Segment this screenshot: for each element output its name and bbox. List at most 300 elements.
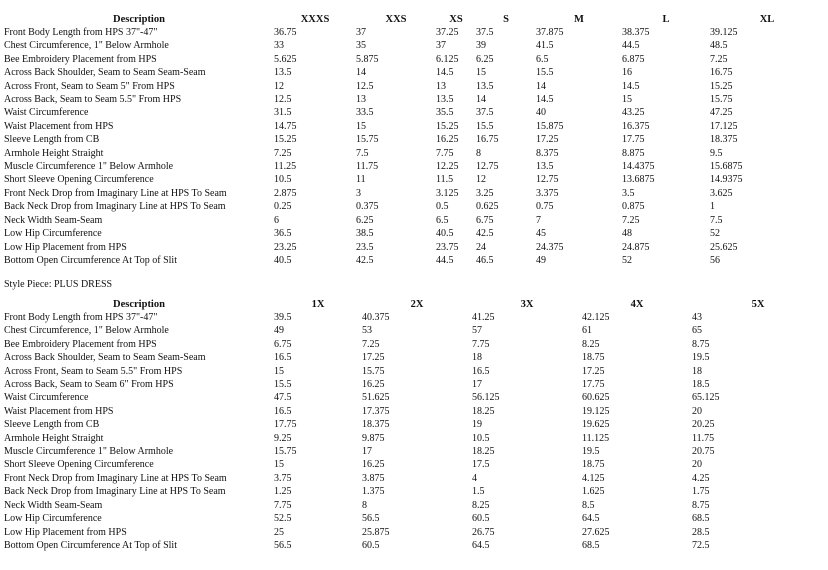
- measurement-description: Armhole Height Straight: [4, 432, 104, 444]
- size-value-m: 15.5: [536, 67, 554, 79]
- size-value-xs: 14.5: [436, 67, 454, 79]
- column-header-xs: XS: [449, 14, 463, 25]
- size-value-l: 38.375: [622, 27, 650, 38]
- size-value-5x: 65: [692, 325, 702, 337]
- size-value-m: 12.75: [536, 174, 559, 186]
- table-row: [4, 106, 824, 119]
- size-value-xxs: 3: [356, 187, 361, 199]
- table-row: [4, 80, 824, 93]
- size-value-xxxs: 0.25: [274, 201, 292, 213]
- size-value-xs: 35.5: [436, 107, 454, 119]
- table-body: [4, 26, 824, 267]
- size-value-s: 14: [476, 94, 486, 106]
- size-value-1x: 52.5: [274, 513, 292, 525]
- table-row: [4, 512, 824, 525]
- size-value-3x: 26.75: [472, 526, 495, 538]
- size-value-4x: 8.25: [582, 338, 600, 350]
- size-value-xl: 47.25: [710, 107, 733, 119]
- size-value-xxs: 35: [356, 40, 366, 52]
- size-value-2x: 17.25: [362, 352, 385, 364]
- measurement-description: Sleeve Length from CB: [4, 134, 100, 146]
- table-row: [4, 254, 824, 267]
- size-value-m: 6.5: [536, 53, 549, 65]
- size-value-5x: 11.75: [692, 432, 715, 444]
- size-value-xxxs: 5.625: [274, 53, 297, 65]
- style-piece-label: Style Piece: PLUS DRESS: [4, 279, 113, 290]
- column-header-m: M: [574, 14, 584, 25]
- size-value-s: 3.25: [476, 187, 494, 199]
- size-value-2x: 3.875: [362, 472, 385, 484]
- column-header-2x: 2X: [410, 299, 424, 310]
- measurement-description: Across Back, Seam to Seam 6" From HPS: [4, 379, 174, 391]
- size-value-l: 44.5: [622, 40, 640, 52]
- measurement-description: Front Body Length from HPS 37"-47": [4, 312, 158, 323]
- table-row: [4, 187, 824, 200]
- size-value-2x: 51.625: [362, 392, 390, 404]
- size-value-5x: 20: [692, 459, 702, 471]
- size-value-3x: 4: [472, 472, 477, 484]
- size-value-l: 14.5: [622, 80, 640, 92]
- measurement-description: Chest Circumference, 1" Below Armhole: [4, 40, 169, 52]
- table-row: [4, 214, 824, 227]
- size-value-l: 8.875: [622, 147, 645, 159]
- size-value-xxs: 15.75: [356, 134, 379, 146]
- measurement-description: Short Sleeve Opening Circumference: [4, 174, 154, 186]
- size-value-4x: 17.25: [582, 365, 605, 377]
- size-value-xl: 14.9375: [710, 174, 743, 186]
- size-value-l: 16.375: [622, 120, 650, 132]
- column-header-description: Description: [113, 14, 165, 25]
- table-row: [4, 66, 824, 79]
- table-row: [4, 160, 824, 173]
- measurement-description: Front Neck Drop from Imaginary Line at HPS To Seam: [4, 472, 227, 484]
- size-value-2x: 16.25: [362, 459, 385, 471]
- size-value-s: 37.5: [476, 27, 494, 38]
- size-value-xl: 7.5: [710, 214, 723, 226]
- size-value-1x: 25: [274, 526, 284, 538]
- measurement-description: Waist Circumference: [4, 107, 89, 119]
- size-value-xxs: 15: [356, 120, 366, 132]
- column-header-4x: 4X: [630, 299, 644, 310]
- size-value-xs: 44.5: [436, 254, 454, 266]
- table-row: [4, 378, 824, 391]
- size-value-xl: 15.25: [710, 80, 733, 92]
- size-value-xs: 15.25: [436, 120, 459, 132]
- size-value-2x: 56.5: [362, 513, 380, 525]
- size-value-1x: 7.75: [274, 499, 292, 511]
- size-value-s: 46.5: [476, 254, 494, 266]
- column-header-5x: 5X: [751, 299, 765, 310]
- size-value-3x: 19: [472, 419, 482, 431]
- measurement-description: Sleeve Length from CB: [4, 419, 100, 431]
- size-value-3x: 56.125: [472, 392, 500, 404]
- size-value-s: 12: [476, 174, 486, 186]
- size-value-xxs: 5.875: [356, 53, 379, 65]
- measurement-description: Bee Embroidery Placement from HPS: [4, 53, 157, 65]
- size-value-3x: 18.25: [472, 446, 495, 458]
- size-value-xxs: 0.375: [356, 201, 379, 213]
- size-value-5x: 20.75: [692, 446, 715, 458]
- table-row: [4, 485, 824, 498]
- table-row: [4, 418, 824, 431]
- size-value-m: 3.375: [536, 187, 559, 199]
- size-value-xl: 39.125: [710, 27, 738, 38]
- size-value-s: 16.75: [476, 134, 499, 146]
- size-value-xxs: 37: [356, 27, 366, 38]
- size-value-xl: 3.625: [710, 187, 733, 199]
- size-value-m: 13.5: [536, 161, 554, 173]
- measurement-description: Bee Embroidery Placement from HPS: [4, 338, 157, 350]
- size-value-l: 0.875: [622, 201, 645, 213]
- size-value-xl: 7.25: [710, 53, 728, 65]
- size-value-5x: 43: [692, 312, 702, 323]
- table-header-row: [4, 13, 824, 26]
- size-value-4x: 18.75: [582, 352, 605, 364]
- size-value-4x: 18.75: [582, 459, 605, 471]
- size-value-s: 39: [476, 40, 486, 52]
- measurement-description: Armhole Height Straight: [4, 147, 104, 159]
- size-value-xxxs: 14.75: [274, 120, 297, 132]
- size-value-2x: 60.5: [362, 539, 380, 551]
- size-value-xxxs: 2.875: [274, 187, 297, 199]
- size-value-5x: 20: [692, 405, 702, 417]
- measurement-description: Across Back Shoulder, Seam to Seam Seam-Seam: [4, 352, 206, 364]
- size-value-xl: 48.5: [710, 40, 728, 52]
- size-value-xxxs: 15.25: [274, 134, 297, 146]
- measurement-description: Across Front, Seam to Seam 5.5" From HPS: [4, 365, 183, 377]
- measurement-description: Muscle Circumference 1" Below Armhole: [4, 161, 174, 173]
- size-value-xxxs: 10.5: [274, 174, 292, 186]
- size-value-s: 24: [476, 241, 486, 253]
- size-value-3x: 57: [472, 325, 482, 337]
- size-value-s: 13.5: [476, 80, 494, 92]
- size-value-xl: 1: [710, 201, 715, 213]
- measurement-description: Waist Circumference: [4, 392, 89, 404]
- measurement-description: Neck Width Seam-Seam: [4, 499, 103, 511]
- size-value-xxxs: 12: [274, 80, 284, 92]
- size-value-2x: 7.25: [362, 338, 380, 350]
- size-value-l: 17.75: [622, 134, 645, 146]
- table-row: [4, 39, 824, 52]
- size-value-3x: 8.25: [472, 499, 490, 511]
- size-value-m: 0.75: [536, 201, 554, 213]
- table-row: [4, 472, 824, 485]
- size-value-5x: 8.75: [692, 499, 710, 511]
- table-row: [4, 200, 824, 213]
- size-value-3x: 1.5: [472, 486, 485, 498]
- size-value-5x: 65.125: [692, 392, 720, 404]
- size-value-1x: 56.5: [274, 539, 292, 551]
- size-value-3x: 18.25: [472, 405, 495, 417]
- size-value-l: 13.6875: [622, 174, 655, 186]
- size-value-xxs: 11.75: [356, 161, 379, 173]
- size-value-m: 14.5: [536, 94, 554, 106]
- column-header-xxs: XXS: [385, 14, 407, 25]
- size-value-1x: 47.5: [274, 392, 292, 404]
- size-value-5x: 1.75: [692, 486, 710, 498]
- table-row: [4, 432, 824, 445]
- size-value-1x: 3.75: [274, 472, 292, 484]
- table-row: [4, 526, 824, 539]
- measurement-description: Front Neck Drop from Imaginary Line at HPS To Seam: [4, 187, 227, 199]
- size-value-l: 6.875: [622, 53, 645, 65]
- size-value-m: 7: [536, 214, 541, 226]
- size-value-xxxs: 13.5: [274, 67, 292, 79]
- size-value-l: 3.5: [622, 187, 635, 199]
- size-value-xs: 40.5: [436, 228, 454, 240]
- size-value-5x: 28.5: [692, 526, 710, 538]
- table-row: [4, 120, 824, 133]
- size-value-4x: 27.625: [582, 526, 610, 538]
- table-row: [4, 458, 824, 471]
- size-value-xl: 56: [710, 254, 720, 266]
- size-value-m: 40: [536, 107, 546, 119]
- size-value-xs: 23.75: [436, 241, 459, 253]
- table-row: [4, 311, 824, 324]
- size-value-xs: 11.5: [436, 174, 454, 186]
- size-value-2x: 16.25: [362, 379, 385, 391]
- size-value-s: 42.5: [476, 228, 494, 240]
- measurement-description: Across Back Shoulder, Seam to Seam Seam-Seam: [4, 67, 206, 79]
- measurement-description: Low Hip Circumference: [4, 228, 102, 240]
- size-value-4x: 11.125: [582, 432, 610, 444]
- size-value-l: 48: [622, 228, 632, 240]
- size-value-l: 7.25: [622, 214, 640, 226]
- measurement-description: Bottom Open Circumference At Top of Slit: [4, 539, 177, 551]
- column-header-description: Description: [113, 299, 165, 310]
- size-value-xs: 16.25: [436, 134, 459, 146]
- size-value-xxs: 38.5: [356, 228, 374, 240]
- size-value-xl: 15.6875: [710, 161, 743, 173]
- size-value-5x: 72.5: [692, 539, 710, 551]
- size-value-xxxs: 12.5: [274, 94, 292, 106]
- size-value-5x: 19.5: [692, 352, 710, 364]
- table-row: [4, 53, 824, 66]
- size-value-m: 49: [536, 254, 546, 266]
- size-value-xl: 18.375: [710, 134, 738, 146]
- size-value-xxs: 33.5: [356, 107, 374, 119]
- size-value-4x: 61: [582, 325, 592, 337]
- table-row: [4, 365, 824, 378]
- size-value-4x: 60.625: [582, 392, 610, 404]
- table-row: [4, 445, 824, 458]
- size-value-l: 43.25: [622, 107, 645, 119]
- size-value-s: 37.5: [476, 107, 494, 119]
- size-table-standard: [4, 13, 824, 267]
- measurement-description: Low Hip Placement from HPS: [4, 526, 127, 538]
- size-value-l: 16: [622, 67, 632, 79]
- column-header-xl: XL: [759, 14, 775, 25]
- size-value-xxxs: 31.5: [274, 107, 292, 119]
- size-value-4x: 64.5: [582, 513, 600, 525]
- size-value-m: 45: [536, 228, 546, 240]
- size-value-xxs: 6.25: [356, 214, 374, 226]
- size-value-xs: 6.125: [436, 53, 459, 65]
- size-value-s: 0.625: [476, 201, 499, 213]
- size-value-xs: 37.25: [436, 27, 459, 38]
- size-value-3x: 16.5: [472, 365, 490, 377]
- size-value-2x: 1.375: [362, 486, 385, 498]
- size-value-l: 24.875: [622, 241, 650, 253]
- column-header-xxxs: XXXS: [300, 14, 330, 25]
- size-value-xl: 52: [710, 228, 720, 240]
- size-table-plus: [4, 298, 824, 552]
- measurement-description: Across Front, Seam to Seam 5" From HPS: [4, 80, 175, 92]
- size-value-xs: 13: [436, 80, 446, 92]
- size-value-2x: 18.375: [362, 419, 390, 431]
- measurement-description: Back Neck Drop from Imaginary Line at HPS To Seam: [4, 201, 226, 213]
- measurement-description: Front Body Length from HPS 37"-47": [4, 27, 158, 38]
- table-row: [4, 499, 824, 512]
- size-value-1x: 9.25: [274, 432, 292, 444]
- size-value-xxs: 7.5: [356, 147, 369, 159]
- size-value-xs: 13.5: [436, 94, 454, 106]
- size-value-2x: 17.375: [362, 405, 390, 417]
- size-value-s: 15.5: [476, 120, 494, 132]
- size-value-xxs: 13: [356, 94, 366, 106]
- table-row: [4, 93, 824, 106]
- size-value-1x: 15.75: [274, 446, 297, 458]
- size-value-xxxs: 23.25: [274, 241, 297, 253]
- table-row: [4, 241, 824, 254]
- size-value-3x: 7.75: [472, 338, 490, 350]
- size-value-xxxs: 6: [274, 214, 279, 226]
- size-value-m: 15.875: [536, 120, 564, 132]
- measurement-description: Waist Placement from HPS: [4, 120, 114, 132]
- size-value-xxxs: 33: [274, 40, 284, 52]
- size-value-xl: 25.625: [710, 241, 738, 253]
- measurement-description: Bottom Open Circumference At Top of Slit: [4, 254, 177, 266]
- column-header-s: S: [503, 14, 509, 25]
- measurement-description: Chest Circumference, 1" Below Armhole: [4, 325, 169, 337]
- measurement-description: Waist Placement from HPS: [4, 405, 114, 417]
- table-body: [4, 311, 824, 552]
- size-value-xxxs: 7.25: [274, 147, 292, 159]
- table-row: [4, 324, 824, 337]
- size-value-xxxs: 40.5: [274, 254, 292, 266]
- table-row: [4, 133, 824, 146]
- table-row: [4, 26, 824, 39]
- size-value-4x: 4.125: [582, 472, 605, 484]
- size-value-m: 14: [536, 80, 546, 92]
- size-value-5x: 8.75: [692, 338, 710, 350]
- table-row: [4, 227, 824, 240]
- size-value-m: 24.375: [536, 241, 564, 253]
- size-value-1x: 16.5: [274, 352, 292, 364]
- size-value-3x: 10.5: [472, 432, 490, 444]
- size-value-1x: 15: [274, 365, 284, 377]
- size-value-xs: 6.5: [436, 214, 449, 226]
- size-value-4x: 17.75: [582, 379, 605, 391]
- table-row: [4, 338, 824, 351]
- size-value-s: 6.25: [476, 53, 494, 65]
- size-value-2x: 15.75: [362, 365, 385, 377]
- size-value-xxs: 11: [356, 174, 366, 186]
- column-header-l: L: [662, 14, 670, 25]
- size-value-m: 37.875: [536, 27, 564, 38]
- measurement-description: Muscle Circumference 1" Below Armhole: [4, 446, 174, 458]
- size-value-2x: 9.875: [362, 432, 385, 444]
- size-value-3x: 17: [472, 379, 482, 391]
- table-row: [4, 539, 824, 552]
- size-value-1x: 49: [274, 325, 284, 337]
- size-value-1x: 1.25: [274, 486, 292, 498]
- size-value-xxxs: 36.5: [274, 228, 292, 240]
- size-value-4x: 8.5: [582, 499, 595, 511]
- measurement-description: Short Sleeve Opening Circumference: [4, 459, 154, 471]
- size-value-3x: 64.5: [472, 539, 490, 551]
- size-value-2x: 53: [362, 325, 372, 337]
- size-value-xl: 9.5: [710, 147, 723, 159]
- size-value-xs: 37: [436, 40, 446, 52]
- size-value-1x: 17.75: [274, 419, 297, 431]
- size-value-1x: 6.75: [274, 338, 292, 350]
- size-value-2x: 25.875: [362, 526, 390, 538]
- size-value-1x: 15: [274, 459, 284, 471]
- size-value-xxs: 12.5: [356, 80, 374, 92]
- size-value-xl: 16.75: [710, 67, 733, 79]
- size-value-xs: 7.75: [436, 147, 454, 159]
- measurement-description: Across Back, Seam to Seam 5.5" From HPS: [4, 94, 182, 106]
- size-value-2x: 8: [362, 499, 367, 511]
- size-value-5x: 18.5: [692, 379, 710, 391]
- size-value-xxxs: 36.75: [274, 27, 297, 38]
- table-row: [4, 173, 824, 186]
- table-row: [4, 405, 824, 418]
- size-value-m: 8.375: [536, 147, 559, 159]
- measurement-description: Back Neck Drop from Imaginary Line at HPS To Seam: [4, 486, 226, 498]
- measurement-description: Low Hip Placement from HPS: [4, 241, 127, 253]
- measurement-description: Neck Width Seam-Seam: [4, 214, 103, 226]
- size-value-xxs: 23.5: [356, 241, 374, 253]
- measurement-description: Low Hip Circumference: [4, 513, 102, 525]
- size-value-4x: 42.125: [582, 312, 610, 323]
- size-value-xs: 3.125: [436, 187, 459, 199]
- size-value-3x: 17.5: [472, 459, 490, 471]
- table-row: [4, 391, 824, 404]
- size-value-xl: 15.75: [710, 94, 733, 106]
- size-value-3x: 18: [472, 352, 482, 364]
- size-value-5x: 18: [692, 365, 702, 377]
- size-value-1x: 15.5: [274, 379, 292, 391]
- size-value-3x: 41.25: [472, 312, 495, 323]
- size-value-4x: 1.625: [582, 486, 605, 498]
- size-value-l: 52: [622, 254, 632, 266]
- size-value-4x: 68.5: [582, 539, 600, 551]
- size-value-s: 15: [476, 67, 486, 79]
- size-value-2x: 17: [362, 446, 372, 458]
- size-value-1x: 16.5: [274, 405, 292, 417]
- size-value-5x: 68.5: [692, 513, 710, 525]
- size-value-l: 15: [622, 94, 632, 106]
- column-header-1x: 1X: [311, 299, 325, 310]
- size-value-5x: 4.25: [692, 472, 710, 484]
- size-value-m: 17.25: [536, 134, 559, 146]
- size-value-1x: 39.5: [274, 312, 292, 323]
- size-value-4x: 19.125: [582, 405, 610, 417]
- column-header-3x: 3X: [520, 299, 534, 310]
- table-row: [4, 147, 824, 160]
- size-value-l: 14.4375: [622, 161, 655, 173]
- size-value-s: 6.75: [476, 214, 494, 226]
- table-header-row: [4, 298, 824, 311]
- size-value-xs: 0.5: [436, 201, 449, 213]
- size-value-m: 41.5: [536, 40, 554, 52]
- size-value-4x: 19.5: [582, 446, 600, 458]
- size-value-5x: 20.25: [692, 419, 715, 431]
- size-value-4x: 19.625: [582, 419, 610, 431]
- size-value-xl: 17.125: [710, 120, 738, 132]
